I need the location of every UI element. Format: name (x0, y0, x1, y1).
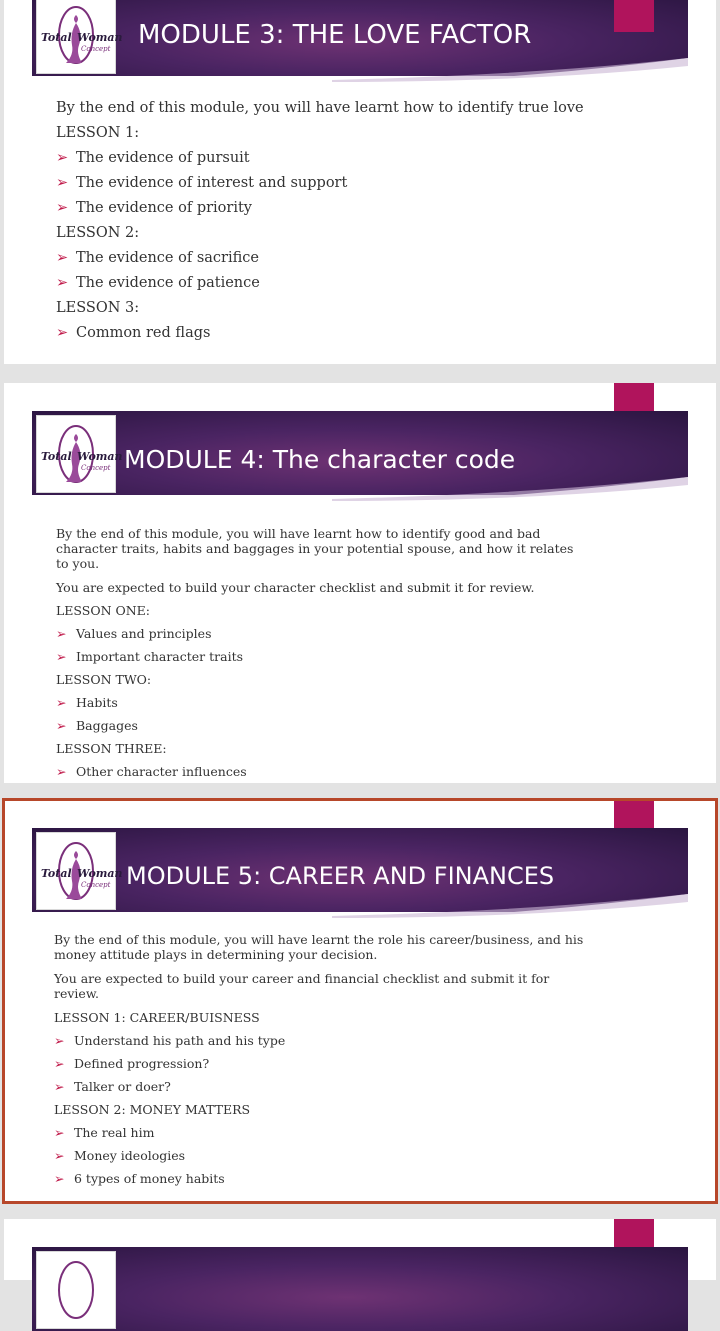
arrow-bullet-icon: ➢ (56, 695, 67, 710)
svg-text:Concept: Concept (81, 464, 111, 472)
text-line: By the end of this module, you will have learnt how to identify true love (56, 100, 584, 116)
arrow-bullet-icon: ➢ (56, 175, 69, 191)
text-line: LESSON 1: (56, 125, 140, 141)
slide-module-5[interactable] (2, 798, 718, 1204)
list-item: ➢ Defined progression? (54, 1056, 210, 1071)
svg-text:Concept: Concept (81, 881, 111, 889)
list-item: ➢ The evidence of patience (56, 275, 260, 291)
text-line: LESSON THREE: (56, 741, 167, 756)
svg-text:Total: Total (41, 31, 72, 44)
arrow-bullet-icon: ➢ (56, 200, 69, 216)
arrow-bullet-icon: ➢ (56, 325, 69, 341)
svg-text:Woman: Woman (77, 31, 123, 44)
logo (36, 1251, 116, 1329)
slide-title: MODULE 5: CAREER AND FINANCES (126, 862, 555, 890)
text-line: By the end of this module, you will have learnt how to identify good and bad character traits, habits and baggages in your potential spouse, and how it relates to you. (56, 526, 574, 571)
list-item: ➢ Talker or doer? (54, 1079, 171, 1094)
accent-bar (614, 0, 654, 32)
list-item: ➢ Money ideologies (54, 1148, 186, 1163)
list-item: ➢ The real him (54, 1125, 155, 1140)
title-banner (32, 0, 688, 76)
arrow-bullet-icon: ➢ (56, 649, 67, 664)
slide-module-3[interactable] (4, 0, 716, 364)
list-item: ➢ Habits (56, 695, 118, 710)
list-item: ➢ The evidence of pursuit (56, 150, 250, 166)
list-item: ➢ The evidence of priority (56, 200, 252, 216)
list-item: ➢ Common red flags (56, 325, 211, 341)
arrow-bullet-icon: ➢ (54, 1125, 65, 1140)
text-line: LESSON TWO: (56, 672, 152, 687)
svg-text:Total: Total (41, 450, 72, 463)
arrow-bullet-icon: ➢ (54, 1056, 65, 1071)
list-item: ➢ Values and principles (56, 626, 212, 641)
arrow-bullet-icon: ➢ (56, 250, 69, 266)
arrow-bullet-icon: ➢ (54, 1171, 65, 1186)
text-line: LESSON 2: (56, 225, 140, 241)
logo (36, 832, 123, 910)
arrow-bullet-icon: ➢ (56, 150, 69, 166)
list-item: ➢ Important character traits (56, 649, 244, 664)
svg-text:Concept: Concept (81, 45, 111, 53)
list-item: ➢ Baggages (56, 718, 138, 733)
slide-module-6[interactable] (4, 1219, 716, 1280)
slide-title: MODULE 3: THE LOVE FACTOR (138, 20, 532, 50)
logo (36, 415, 123, 493)
slide-content (54, 932, 594, 1194)
slide-content (56, 100, 656, 350)
list-item: ➢ Other character influences (56, 764, 247, 779)
svg-text:Woman: Woman (77, 867, 123, 880)
list-item: ➢ The evidence of sacrifice (56, 250, 259, 266)
title-banner (32, 1247, 688, 1331)
title-banner (32, 828, 688, 912)
arrow-bullet-icon: ➢ (54, 1079, 65, 1094)
list-item: ➢ Understand his path and his type (54, 1033, 286, 1048)
arrow-bullet-icon: ➢ (56, 275, 69, 291)
text-line: LESSON 1: CAREER/BUISNESS (54, 1010, 260, 1025)
svg-text:Total: Total (41, 867, 72, 880)
list-item: ➢ 6 types of money habits (54, 1171, 225, 1186)
logo (36, 0, 123, 74)
slide-content (56, 526, 576, 787)
title-banner (32, 411, 688, 495)
slide-module-4[interactable] (4, 383, 716, 783)
text-line: You are expected to build your career and financial checklist and submit it for review. (54, 971, 550, 1001)
arrow-bullet-icon: ➢ (54, 1148, 65, 1163)
text-line: You are expected to build your character checklist and submit it for review. (56, 580, 535, 595)
text-line: By the end of this module, you will have learnt the role his career/business, and his money attitude plays in determining your decision. (54, 932, 584, 962)
list-item: ➢ The evidence of interest and support (56, 175, 348, 191)
slide-title: MODULE 4: The character code (124, 445, 516, 474)
arrow-bullet-icon: ➢ (56, 764, 67, 779)
arrow-bullet-icon: ➢ (54, 1033, 65, 1048)
text-line: LESSON ONE: (56, 603, 151, 618)
text-line: LESSON 3: (56, 300, 140, 316)
svg-text:Woman: Woman (77, 450, 123, 463)
arrow-bullet-icon: ➢ (56, 718, 67, 733)
text-line: LESSON 2: MONEY MATTERS (54, 1102, 251, 1117)
arrow-bullet-icon: ➢ (56, 626, 67, 641)
